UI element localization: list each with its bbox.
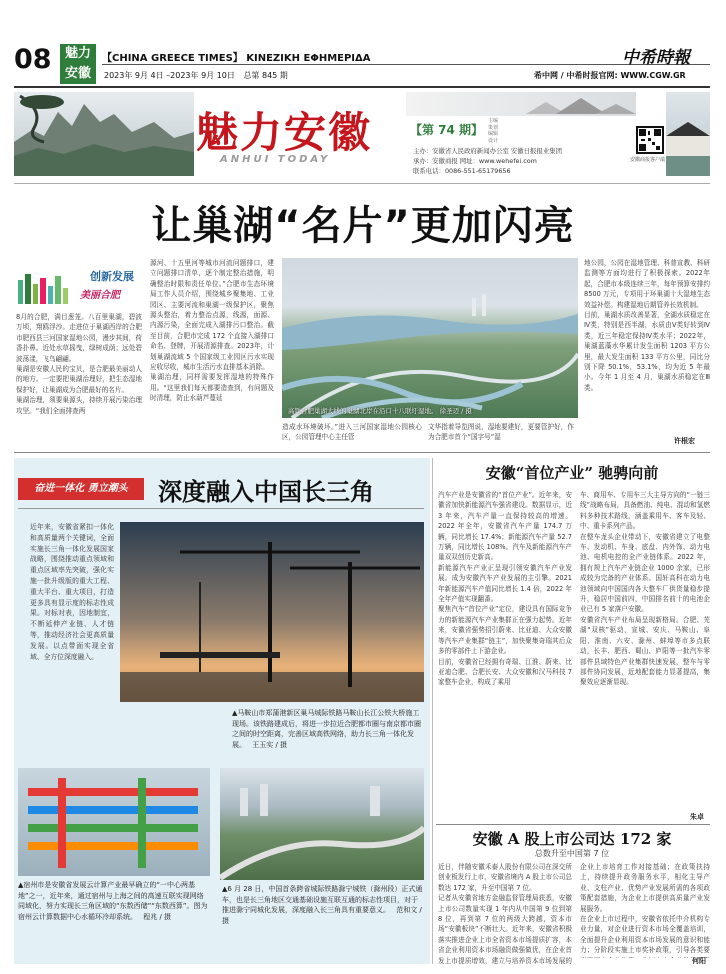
qr-code[interactable] (636, 126, 664, 154)
yangtze-photo2-caption (18, 880, 210, 950)
photo1-credit: 王玉实 / 摄 (252, 740, 288, 749)
section-badge (60, 44, 96, 84)
meta-line: 设计 (488, 137, 499, 144)
stock-col2: 企业上市培育工作对接基础；在政策扶持上，持续提升政务服务水平，相化主导产业、支柱产业、优势产业发展所需的各项政策配套措施，为企业上市提供高质量产业发展服务。 在企业上市过程中，安徽省依托中介机构专业力量，对企业进行资本市场全覆盖培训，全面提升企业利用资本市场发展的意识和能力；分阶段实施上市奖补政策，引导各类要 (580, 863, 710, 955)
meta-line: 编辑 (488, 131, 499, 137)
crane-graphic (120, 522, 424, 702)
issue-number: 总第 845 期 (243, 71, 288, 80)
wetland-graphic (282, 258, 578, 418)
pipes-graphic (18, 768, 210, 876)
village-graphic (666, 92, 710, 176)
yangtze-headline: 深度融入中国长三角 (158, 477, 374, 506)
chaohu-author: 许根宏 (674, 437, 695, 445)
banner-rule (14, 183, 710, 184)
stock-author: 何阳 (692, 957, 706, 965)
date-text: 2023年 9月 4日 –2023年 9月 10日 (104, 71, 235, 80)
qr-caption: 安徽商报客户端 (630, 157, 666, 163)
auto-bottom-rule (436, 824, 710, 825)
yangtze-crane-photo (120, 522, 424, 702)
column-divider (432, 458, 433, 964)
yangtze-body: 近年来，安徽省紧扣一体化和高质量两个关键词，全面实施长三角一体化发展国家战略，围绕推动重点领域和重点区域率先突破，强化实施一批升级版的重大工程、重大平台、重大项目，打造更多具有显示度的标志性成果。对标对表，因地制宜，不断延伸产业链、人才链等，推动经济社会更高质量发展。以点带面实现全省域、全方位深度融入。 (30, 523, 114, 661)
stock-headline: 安徽 A 股上市公司达 172 家 (472, 830, 672, 848)
chaohu-wetland-photo (282, 258, 578, 418)
banner-mountain-graphic (14, 92, 194, 176)
page-number: 08 (14, 44, 52, 75)
yangtze-photo1-caption (232, 708, 424, 768)
chaohu-col5: 地公园，公园在湿地管理、科普宣教、科研监测等方面均进行了积极探索。2022年起，合肥市本级连续三年，每年预算安排约 8500 万元，专项用于环巢湖十大湿地生态效益补偿。构建湿地后期管养长效机制。 目前，巢湖水质改善显著，全湖水质稳定在Ⅳ类，特别是西半湖，水质由Ⅴ类好转到Ⅳ类，近三年稳定保持Ⅳ类水平；2022年，巢湖蓝藻水华累计发生面积 1203 平方公里，最大发生面积 133 平方公里，同比分别下降 50.1%，53.1%，均为近 5 年最小。今年 1 月至 4 月，巢湖水质稳定在Ⅲ类。 (584, 259, 710, 392)
auto-col1: 汽车产业是安徽省的“首位产业”。近年来，安徽省加快新能源汽车强省建设。数据显示，近 3 年来，汽车产量一直保持较高的增速。2022 年全年，安徽省汽车产量 174.7 万辆，同比增长 17.4%；新能源汽车产量 52.7 万辆，同比增长 108%。汽车及新能源汽车产量双双创历史新高。 新能源汽车产业正呈现引领安徽汽车产业发展。成为安徽汽车产业发展的主引擎。2021 年新能源汽车产值同比增长 1.4 倍，2022 年全年产值实现翻番。 聚焦汽车“首位产业”定位，建设具有国际竞争力的新能源汽车产业集群正在强力起势。近年来，安徽省强势招引蔚来、比亚迪、大众安徽等汽车产业集群“链主”，加快聚集奇瑞其后众多的零部件上下游企业。 目前，安徽省已经拥有奇瑞、江淮、蔚来、比亚迪合肥、合肥长安、大众安徽和汉马科技 7 家整车企业，构成了乘用 (438, 491, 572, 687)
stock-subheadline: 总数升至中国第 7 位 (534, 849, 610, 858)
photo3-caption-text: ▲6 月 28 日，中国首条跨省城际铁路滁宁城铁（滁州段）正式通车，也是长三角地区交通基础设施互联互通的标志性项目，对于推进滁宁同城化发展，深度融入长三角具有重要意义。 (222, 885, 423, 914)
photo2-credit: 程兆 / 摄 (143, 912, 172, 921)
yangtze-banner-label: 奋进一体化 勇立潮头 (18, 478, 144, 500)
chaohu-badge-graphic (16, 266, 74, 304)
meta-line: 主编 (488, 118, 499, 124)
auto-author: 朱卓 (690, 813, 704, 821)
skyline-icon (16, 266, 74, 304)
banner-contact: 联系电话：0086-551-65179656 (413, 167, 511, 175)
photo1-caption-text: ▲马鞍山市郑蒲港新区巢马城际铁路马鞍山长江公铁大桥施工现场。该铁路建成后，将进一步拉近合肥都市圈与南京都市圈之间的时空距离，完善区域高铁网络，助力长三角一体化发展。 (232, 709, 421, 749)
site-line: 希中网 / 中希时报官网: WWW.CGW.GR (534, 71, 686, 80)
banner-title-cn: 魅力安徽 (196, 108, 373, 157)
chaohu-col3: 造成水环境破坏。”进入三河国家湿地公园核心区，公园管理中心主任管 (282, 423, 422, 442)
banner-small-meta (488, 118, 498, 144)
section-badge-line-2: 安徽 (64, 66, 91, 81)
meta-line: 策划 (488, 124, 499, 131)
banner-village-photo (666, 92, 710, 176)
chaohu-badge-top: 创新发展 (90, 270, 134, 283)
qr-pattern (638, 128, 662, 152)
masthead-en-gr: 【CHINA GREECE TIMES】 KINEZIKH EΦHMEPIΔA (102, 53, 371, 64)
date-range (104, 70, 288, 81)
banner-village-strip (406, 92, 636, 116)
chaohu-photo-caption: 高铁合肥巢湖大线的巢湖北岸在沿口十八联圩湿地。 徐圣迈 / 摄 (288, 407, 472, 415)
header-bottom-rule (14, 86, 710, 88)
chaohu-badge-bottom: 美丽合肥 (80, 290, 120, 301)
stock-col1: 近日，伴随安徽禾泰人股份有限公司在深交所创业板发行上市，安徽省境内 A 股上市公司总数达 172 家，升至中国第 7 位。 记者从安徽省地方金融监督管理局获悉，安徽上市公司数量实现 1 年内从中国第 9 位到第 8 位，再到第 7 位的两级大跨越，资本市场“安徽板块”不断壮大。近年来，安徽省积极落实推进企业上市全省资本市场提质扩容，本省企业利用资本市场融资做强做优，在企业首发上市提质增效，建立与培养资本市场发展的 (438, 863, 572, 965)
paper-logo: 中希時報 (622, 48, 690, 68)
main-headline: 让巢湖“名片”更加闪亮 (151, 203, 575, 249)
banner-host: 主办：安徽省人民政府新闻办公室 安徽日报报业集团 (413, 147, 563, 155)
railway-graphic (220, 768, 424, 880)
chaohu-col1: 8月的合肥，满目葱茏。八百里巢湖，碧波万顷，翔鸥浮沙。走进位于巢湖西岸的合肥市肥西县三河国家湿地公园，漫步其间，荷香扑鼻。近处水草摇曳，绿树成荫；远处碧波荡漾，飞鸟翩翩。 巢湖是安徽人民的宝贝，是合肥最美丽动人的地方。一定要把巢湖治理好，把生态湿地保护好，让巢湖成为合肥最好的名片。 巢湖治理，须要巢源头，持续开展污染治理攻坚。“我们全面排查两 (16, 313, 142, 415)
chaohu-bottom-rule (14, 452, 710, 453)
header-rule (102, 64, 710, 65)
section-badge-line-1: 魅力 (64, 46, 91, 61)
banner-organizer: 承办：安徽商报 网址：www.wehefei.com (413, 157, 537, 165)
yangtze-rule (18, 508, 424, 509)
yangtze-photo3-caption (222, 884, 424, 954)
chaohu-col2: 源河、十五里河等城市河流问题排口，建立问题排口清单，逐个制定整治措施，明确整治时限和责任单位。”合肥市生态环境局工作人员介绍，围绕城乡聚集地、工业园区、主要河流和巢湖一级保护区，聚焦源头整治，着力整治点源，线源，面源、内源污染，全面完成入湖排污口整治。截至目前，合肥市完成 172 个直接入湖排口命名、登牌，开展清源排查。2023年，计划巢湖流域 5 个国家级工业园区污水实现应收尽收，城市生活污水直排基本消除。 巢湖治理，同样需要发挥湿地的特殊作用。“这里我们每天都要造查到，有问题及时清理，防止水葫芦蔓延 (150, 259, 274, 403)
banner-title-en: ANHUI TODAY (220, 154, 331, 165)
banner-issue-tag: 【第 74 期】 (410, 123, 484, 137)
yangtze-railway-photo (220, 768, 424, 880)
banner-mountain-photo (14, 92, 194, 176)
chaohu-col4: 文华指着导览图说，湿地要建好，更要管护好，作为合肥市首个“国字号”湿 (428, 423, 574, 442)
auto-col2: 车、商用车、专用车三大主导方向的“一链三线”战略布局，具备燃油、纯电、混动和氢燃料多种技术路线，涵盖乘用车、客车及轻、中、重卡系列产品。 在整车龙头企业带动下，安徽省建立了电整车、发动机、车身、底盘、内外饰、动力电池、电机电控的全产业链体系。2022 年，拥有规上汽车产业链企业 1000 余家，已形成较为完备的产业体系。国轩高科在动力电池领域向中国国内各大整车厂供货量稳步提升，稳居中国前四，中国排名前十的电池企业已有 5 家落户安徽。 安徽省汽车产业布局呈现新格局。合肥、芜湖“双核”驱动，宣城、安庆、马鞍山、阜阳、淮南、六安、滁州、蚌埠等市多点联动，长丰、肥西、蜀山、庐阳等一批汽车零部件县域特色产业集群快速发展，整车与零部件协同发展，近地配套能力显著提高，集聚效应逐渐显现。 (580, 491, 710, 687)
village-roofs (406, 92, 636, 116)
photo2-caption-text: ▲宿州市是安徽省发展云计算产业最早确立的“一中心两基地”之一，近年来，通过宿州与上海之间的高速互联实现网络同域化，努力实现长三角区域的“东数西储”“东数西算”。图为宿州云计算数据中心水循环冷却系统。 (18, 881, 208, 921)
yangtze-datacenter-photo (18, 768, 210, 876)
photo3-credit: 范和文 / 摄 (222, 906, 422, 925)
auto-headline: 安徽“首位产业” 驰骋向前 (485, 464, 659, 482)
